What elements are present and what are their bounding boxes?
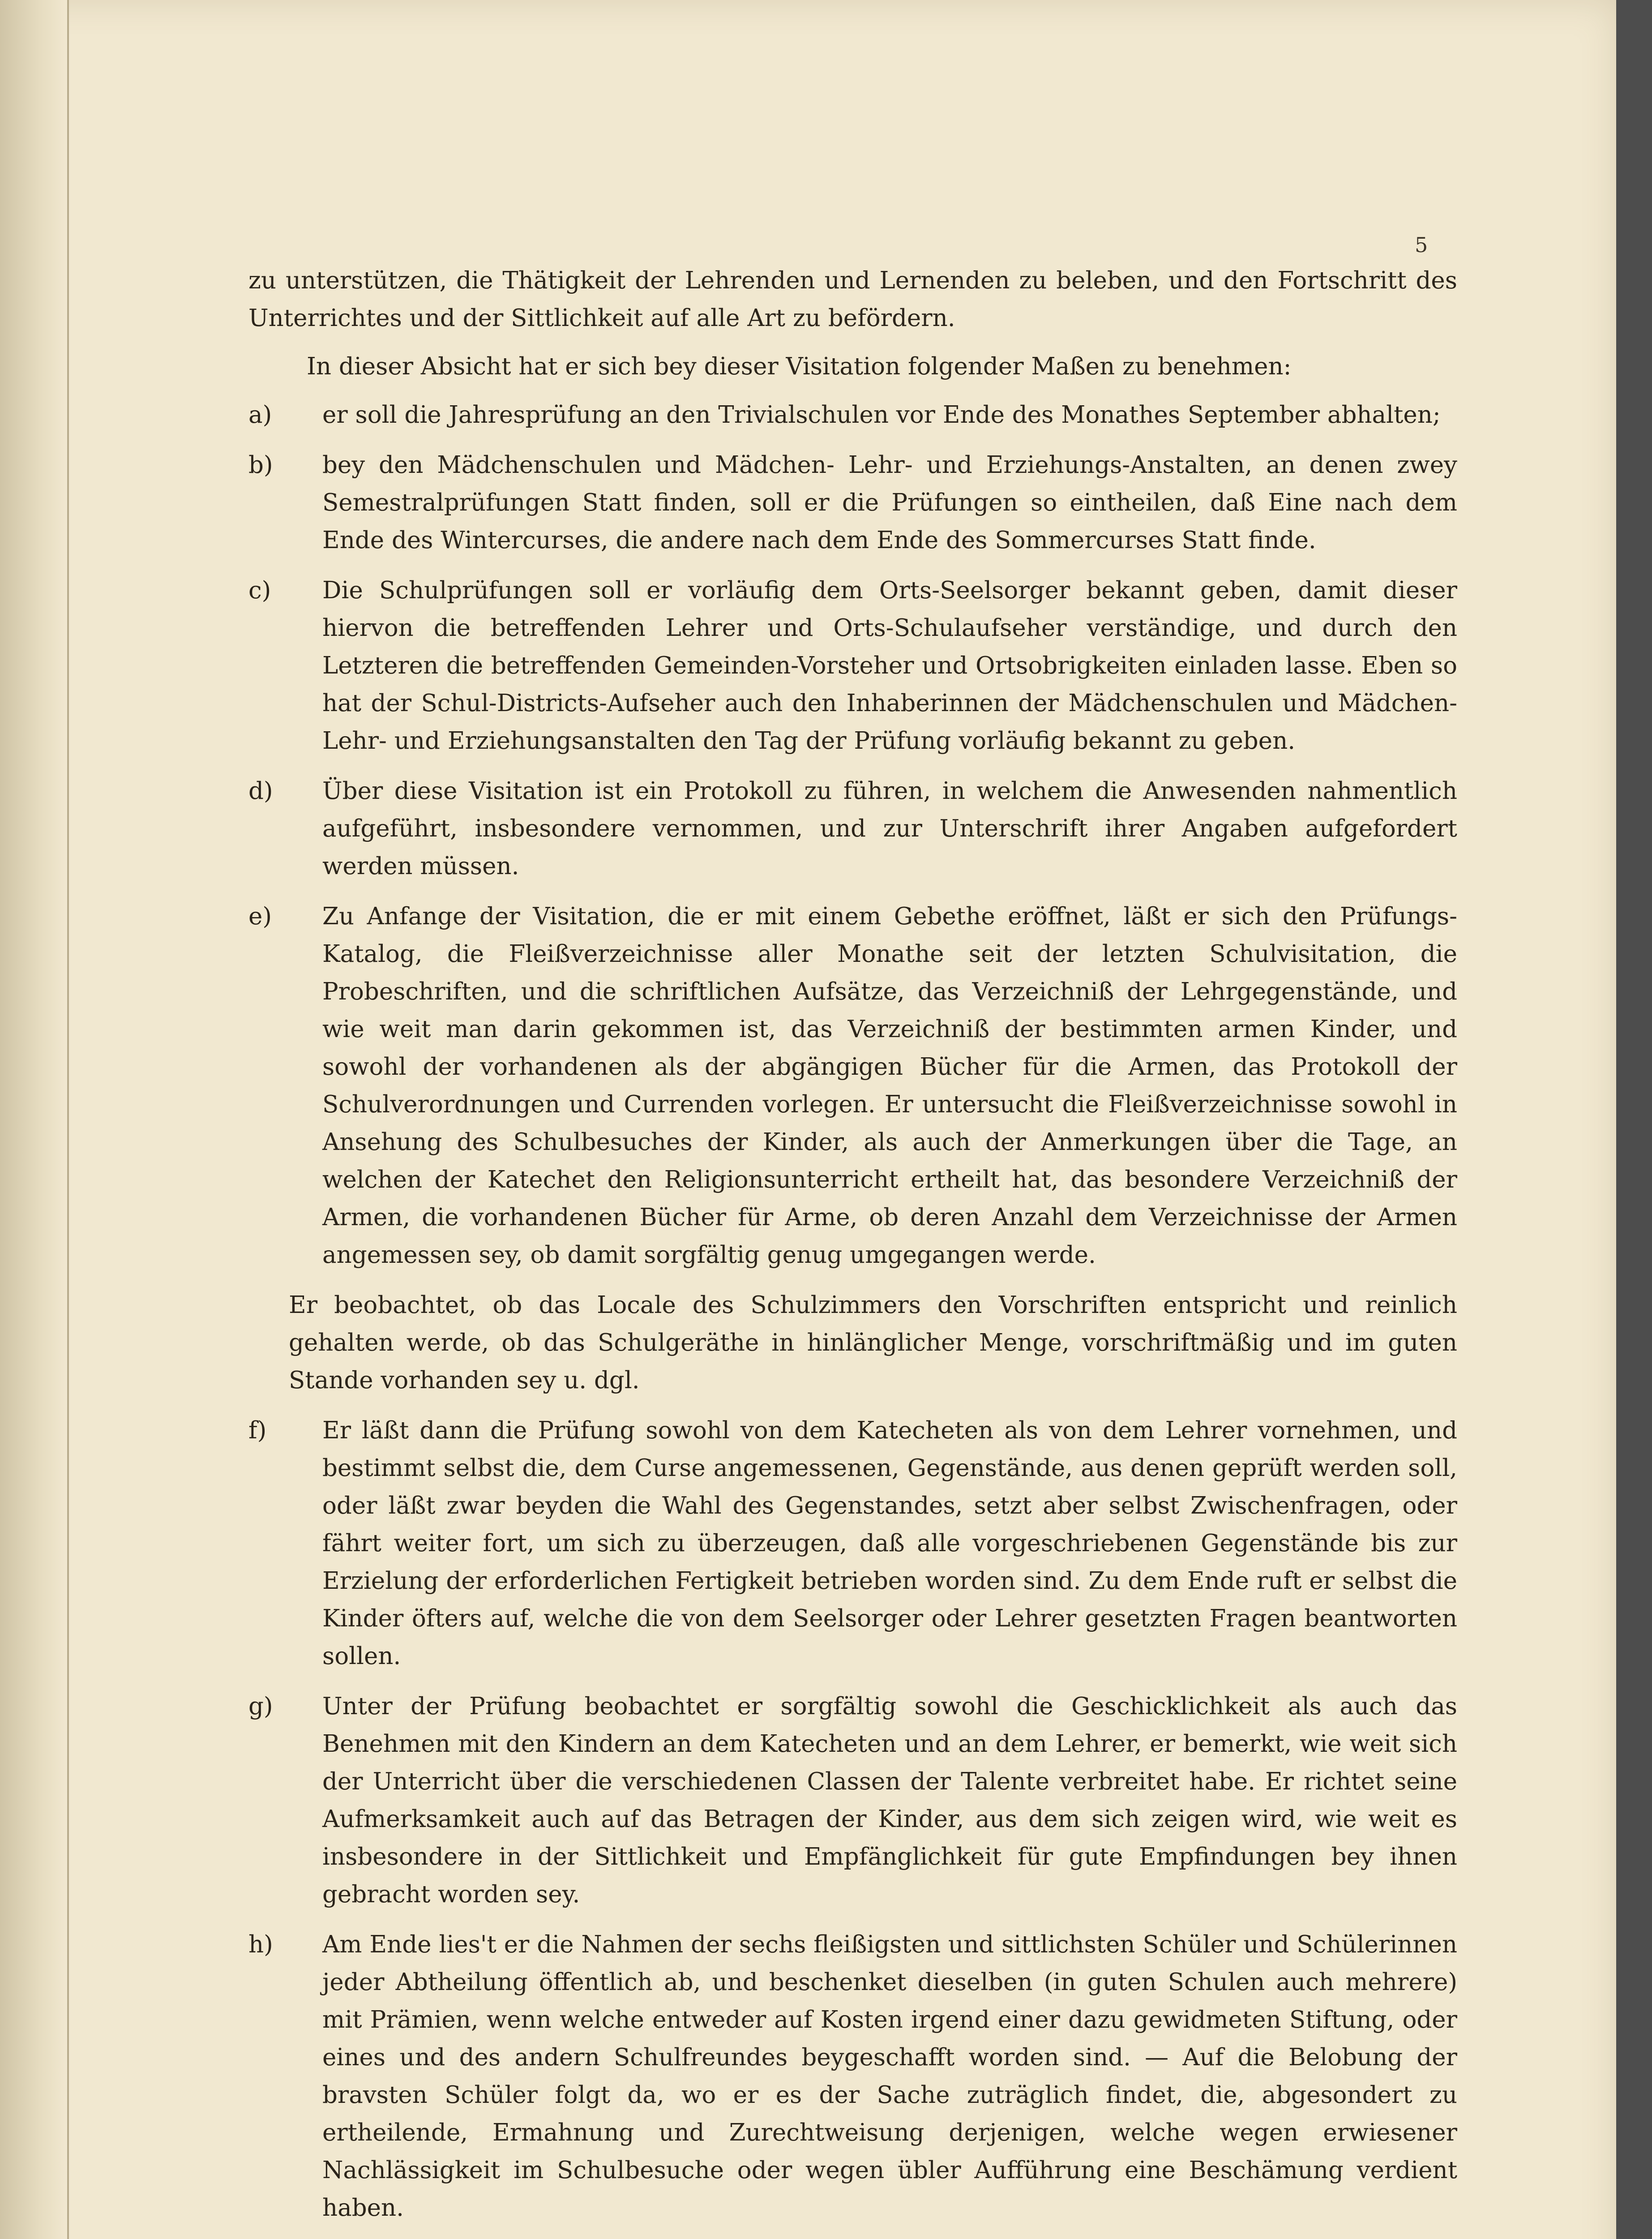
item-marker: g) (248, 1693, 273, 1720)
list-item-b (248, 446, 1457, 559)
scan-background-edge (1616, 0, 1652, 2239)
lead-paragraph: In dieser Absicht hat er sich bey dieser Visitation folgender Maßen zu benehmen: (307, 353, 1292, 380)
list-item-a (248, 396, 1457, 434)
page-number: 5 (1415, 233, 1428, 257)
item-text: Zu Anfange der Visitation, die er mit einem Gebethe eröffnet, läßt er sich den Prüfungs-Katalog, die Fleißverzeichnisse aller Monathe seit der letzten Schulvisitation, die Probeschriften, und die schriftlichen Aufsätze, das Verzeichniß der Lehrgegenstände, und wie weit man darin gekommen ist, das Verzeichniß der bestimmten armen Kinder, und sowohl der vorhandenen als der abgängigen Bücher für die Armen, das Protokoll der Schulverordnungen und Currenden vorlegen. Er untersucht die Fleißverzeichnisse sowohl in Ansehung des Schulbesuches der Kinder, als auch der Anmerkungen über die Tage, an welchen der Katechet den Religionsunterricht ertheilt hat, das besondere Verzeichniß der Armen, die vorhandenen Bücher für Arme, ob deren Anzahl dem Verzeichnisse der Armen angemessen sey, ob damit sorgfältig genug umgegangen werde. (322, 903, 1457, 1269)
item-marker: d) (248, 777, 273, 805)
binding-gutter (0, 0, 67, 2239)
item-marker: e) (248, 903, 272, 930)
item-text: Die Schulprüfungen soll er vorläufig dem Orts-Seelsorger bekannt geben, damit dieser hiervon die betreffenden Lehrer und Orts-Schulaufseher verständige, und durch den Letzteren die betreffenden Gemeinden-Vorsteher und Ortsobrigkeiten einladen lasse. Eben so hat der Schul-Districts-Aufseher auch den Inhaberinnen der Mädchenschulen und Mädchen-Lehr- und Erziehungsanstalten den Tag der Prüfung vorläufig bekannt zu geben. (322, 577, 1457, 755)
item-text: Über diese Visitation ist ein Protokoll zu führen, in welchem die Anwesenden nahmentlich aufgeführt, insbesondere vernommen, und zur Unterschrift ihrer Angaben aufgefordert werden müssen. (322, 777, 1457, 880)
list-item-c (248, 572, 1457, 760)
item-marker: a) (248, 401, 272, 429)
intro-paragraph: zu unterstützen, die Thätigkeit der Lehrenden und Lernenden zu beleben, und den Fortschritt des Unterrichtes und der Sittlichkeit auf alle Art zu befördern. (248, 267, 1457, 332)
list-item-f (248, 1412, 1457, 1675)
item-marker: c) (248, 577, 271, 604)
observation-paragraph: Er beobachtet, ob das Locale des Schulzimmers den Vorschriften entspricht und reinlich gehalten werde, ob das Schulgeräthe in hinlänglicher Menge, vorschriftmäßig und im guten Stande vorhanden sey u. dgl. (289, 1291, 1457, 1394)
list-item-h (248, 1926, 1457, 2227)
item-text: Er läßt dann die Prüfung sowohl von dem Katecheten als von dem Lehrer vornehmen, und bestimmt selbst die, dem Curse angemessenen, Gegenstände, aus denen geprüft werden soll, oder läßt zwar beyden die Wahl des Gegenstandes, setzt aber selbst Zwischenfragen, oder fährt weiter fort, um sich zu überzeugen, daß alle vorgeschriebenen Gegenstände bis zur Erzielung der erforderlichen Fertigkeit betrieben worden sind. Zu dem Ende ruft er selbst die Kinder öfters auf, welche die von dem Seelsorger oder Lehrer gesetzten Fragen beantworten sollen. (322, 1417, 1457, 1670)
item-marker: h) (248, 1931, 273, 1958)
item-text: bey den Mädchenschulen und Mädchen- Lehr- und Erziehungs-Anstalten, an denen zwey Semestralprüfungen Statt finden, soll er die Prüfungen so eintheilen, daß Eine nach dem Ende des Wintercurses, die andere nach dem Ende des Sommercurses Statt finde. (322, 451, 1457, 554)
item-marker: b) (248, 451, 273, 479)
item-text: Unter der Prüfung beobachtet er sorgfältig sowohl die Geschicklichkeit als auch das Benehmen mit den Kindern an dem Katecheten und an dem Lehrer, er bemerkt, wie weit sich der Unterricht über die verschiedenen Classen der Talente verbreitet habe. Er richtet seine Aufmerksamkeit auch auf das Betragen der Kinder, aus dem sich zeigen wird, wie weit es insbesondere in der Sittlichkeit und Empfänglichkeit für gute Empfindungen bey ihnen gebracht worden sey. (322, 1693, 1457, 1908)
item-text: Am Ende lies't er die Nahmen der sechs fleißigsten und sittlichsten Schüler und Schülerinnen jeder Abtheilung öffentlich ab, und beschenket dieselben (in guten Schulen auch mehrere) mit Prämien, wenn welche entweder auf Kosten irgend einer dazu gewidmeten Stiftung, oder eines und des andern Schulfreundes beygeschafft worden sind. — Auf die Belobung der bravsten Schüler folgt da, wo er es der Sache zuträglich findet, die, abgesondert zu ertheilende, Ermahnung und Zurechtweisung derjenigen, welche wegen erwiesener Nachlässigkeit im Schulbesuche oder wegen übler Aufführung eine Beschämung verdient haben. (322, 1931, 1457, 2222)
page-fold (67, 0, 69, 2239)
list-item-d (248, 772, 1457, 885)
item-marker: f) (248, 1417, 267, 1444)
list-item-e (248, 898, 1457, 1274)
body-text (248, 262, 1457, 2239)
item-text: er soll die Jahresprüfung an den Trivialschulen vor Ende des Monathes September abhalten; (322, 401, 1441, 429)
list-item-g (248, 1688, 1457, 1913)
